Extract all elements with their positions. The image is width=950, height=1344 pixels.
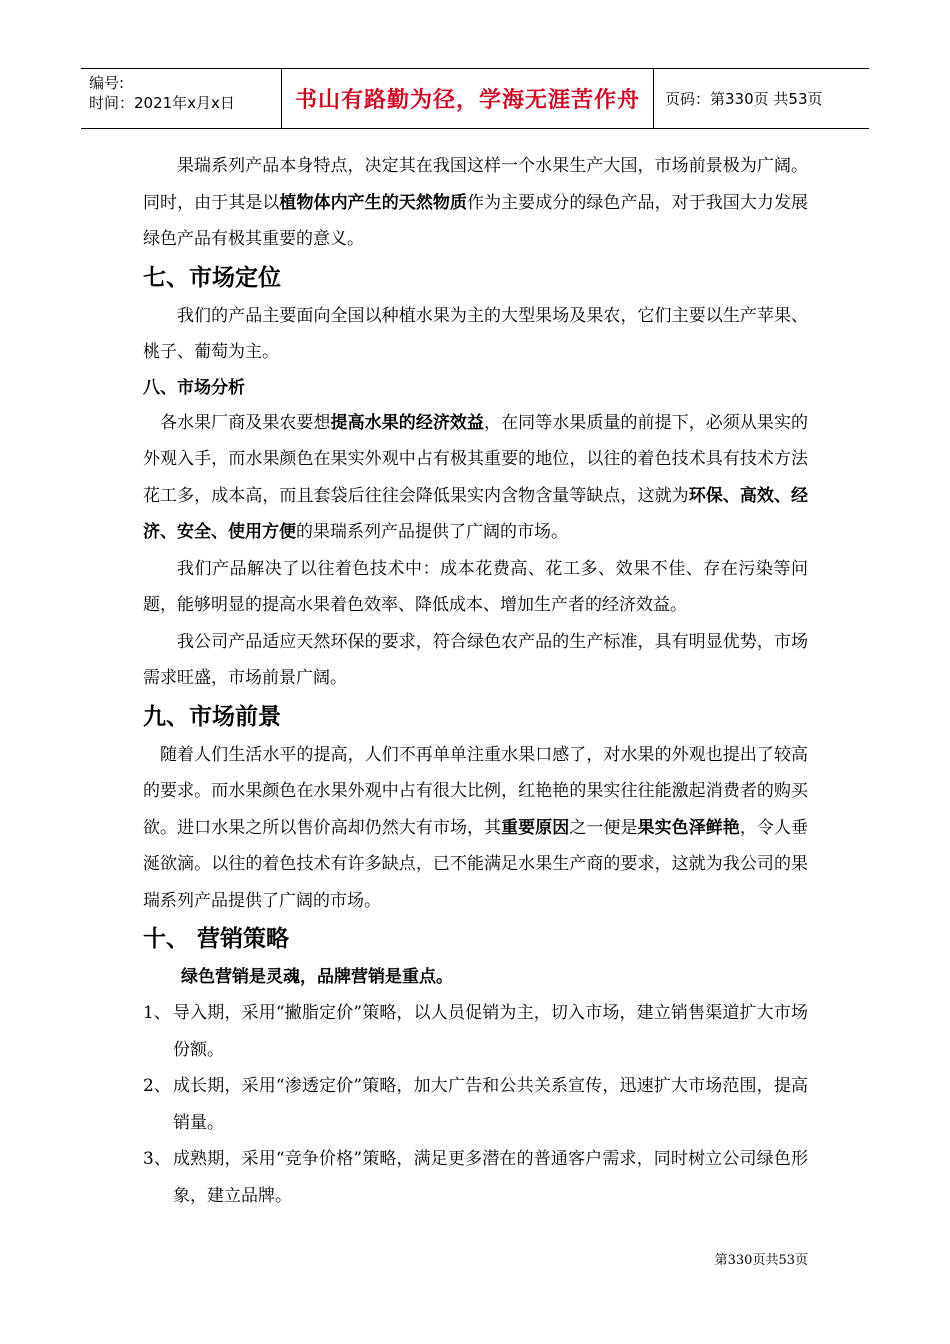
motto: 书山有路勤为径，学海无涯苦作舟 [294, 87, 640, 113]
section7-paragraph: 我们的产品主要面向全国以种植水果为主的大型果场及果农，它们主要以生产苹果、桃子、葡萄为主。 [143, 305, 808, 362]
section9-paragraph [143, 737, 808, 920]
list-item [143, 1141, 808, 1214]
list-text: 成长期，采用“渗透定价”策略，加大广告和公共关系宣传，迅速扩大市场范围，提高销量。 [173, 1076, 808, 1133]
section8-heading: 八、市场分析 [143, 377, 245, 398]
marketing-slogan: 绿色营销是灵魂，品牌营销是重点。 [181, 967, 453, 987]
header-page-cell [653, 68, 869, 128]
serial-label: 编号: [89, 74, 125, 92]
s9-emphasis-1: 重要原因 [501, 817, 570, 838]
intro-emphasis: 植物体内产生的天然物质 [279, 192, 468, 213]
section7-heading: 七、市场定位 [143, 264, 281, 291]
page-header [81, 68, 869, 129]
header-motto-cell [281, 68, 654, 128]
section8-paragraph-3: 我公司产品适应天然环保的要求，符合绿色农产品的生产标准，具有明显优势，市场需求旺盛，市场前景广阔。 [143, 631, 808, 688]
s8-text-a: 各水果厂商及果农要想 [160, 412, 331, 433]
section8-paragraph-1 [143, 405, 808, 551]
list-number: 3、 [143, 1149, 171, 1169]
intro-text-b: 作为主要成分的绿色产品，对于我国大力发展绿色产品有极其重要的意义。 [143, 192, 809, 249]
list-item [143, 1068, 808, 1141]
section9-heading: 九、市场前景 [143, 703, 281, 730]
s8-text-e: 的果瑞系列产品提供了广阔的市场。 [296, 522, 568, 542]
list-text: 导入期，采用“撇脂定价”策略，以人员促销为主，切入市场，建立销售渠道扩大市场份额。 [173, 1003, 808, 1060]
time-label: 时间：2021年x月x日 [89, 94, 235, 112]
list-item [143, 995, 808, 1068]
s9-text-e: ，令人垂涎欲滴。以往的着色技术有许多缺点，已不能满足水果生产商的要求，这就为我公司的果瑞系列产品提供了广阔的市场。 [143, 817, 809, 911]
s8-emphasis-1: 提高水果的经济效益 [330, 412, 485, 433]
s8-emphasis-2: 环保、高效、经济、安全、使用方便 [143, 485, 809, 542]
intro-paragraph [143, 148, 808, 258]
header-left-cell [81, 68, 281, 128]
list-number: 1、 [143, 1003, 171, 1023]
page-label: 页码：第330页 共53页 [665, 89, 823, 108]
list-text: 成熟期，采用“竞争价格”策略，满足更多潜在的普通客户需求，同时树立公司绿色形象，建立品牌。 [173, 1149, 808, 1206]
s9-text-a: 随着人们生活水平的提高，人们不再单单注重水果口感了，对水果的外观也提出了较高的要求。而水果颜色在水果外观中占有很大比例，红艳艳的果实往往能激起消费者的购买欲。进口水果之所以售价高却仍然大有市场，其 [143, 744, 808, 838]
document-body [143, 148, 808, 1214]
intro-text-a: 果瑞系列产品本身特点，决定其在我国这样一个水果生产大国，市场前景极为广阔。同时，由于其是以 [143, 156, 808, 213]
strategy-list [143, 995, 808, 1214]
section10-heading: 十、 营销策略 [143, 926, 290, 952]
list-number: 2、 [143, 1076, 171, 1096]
page-footer: 第330页共53页 [714, 1253, 808, 1268]
s9-emphasis-2: 果实色泽鲜艳 [637, 817, 740, 838]
s8-text-c: ，在同等水果质量的前提下，必须从果实的外观入手，而水果颜色在果实外观中占有极其重要的地位，以往的着色技术具有技术方法花工多，成本高，而且套袋后往往会降低果实内含物含量等缺点，这就为 [143, 412, 809, 506]
s9-text-c: 之一便是 [569, 817, 638, 838]
section8-paragraph-2: 我们产品解决了以往着色技术中：成本花费高、花工多、效果不佳、存在污染等问题，能够明显的提高水果着色效率、降低成本、增加生产者的经济效益。 [143, 558, 808, 615]
